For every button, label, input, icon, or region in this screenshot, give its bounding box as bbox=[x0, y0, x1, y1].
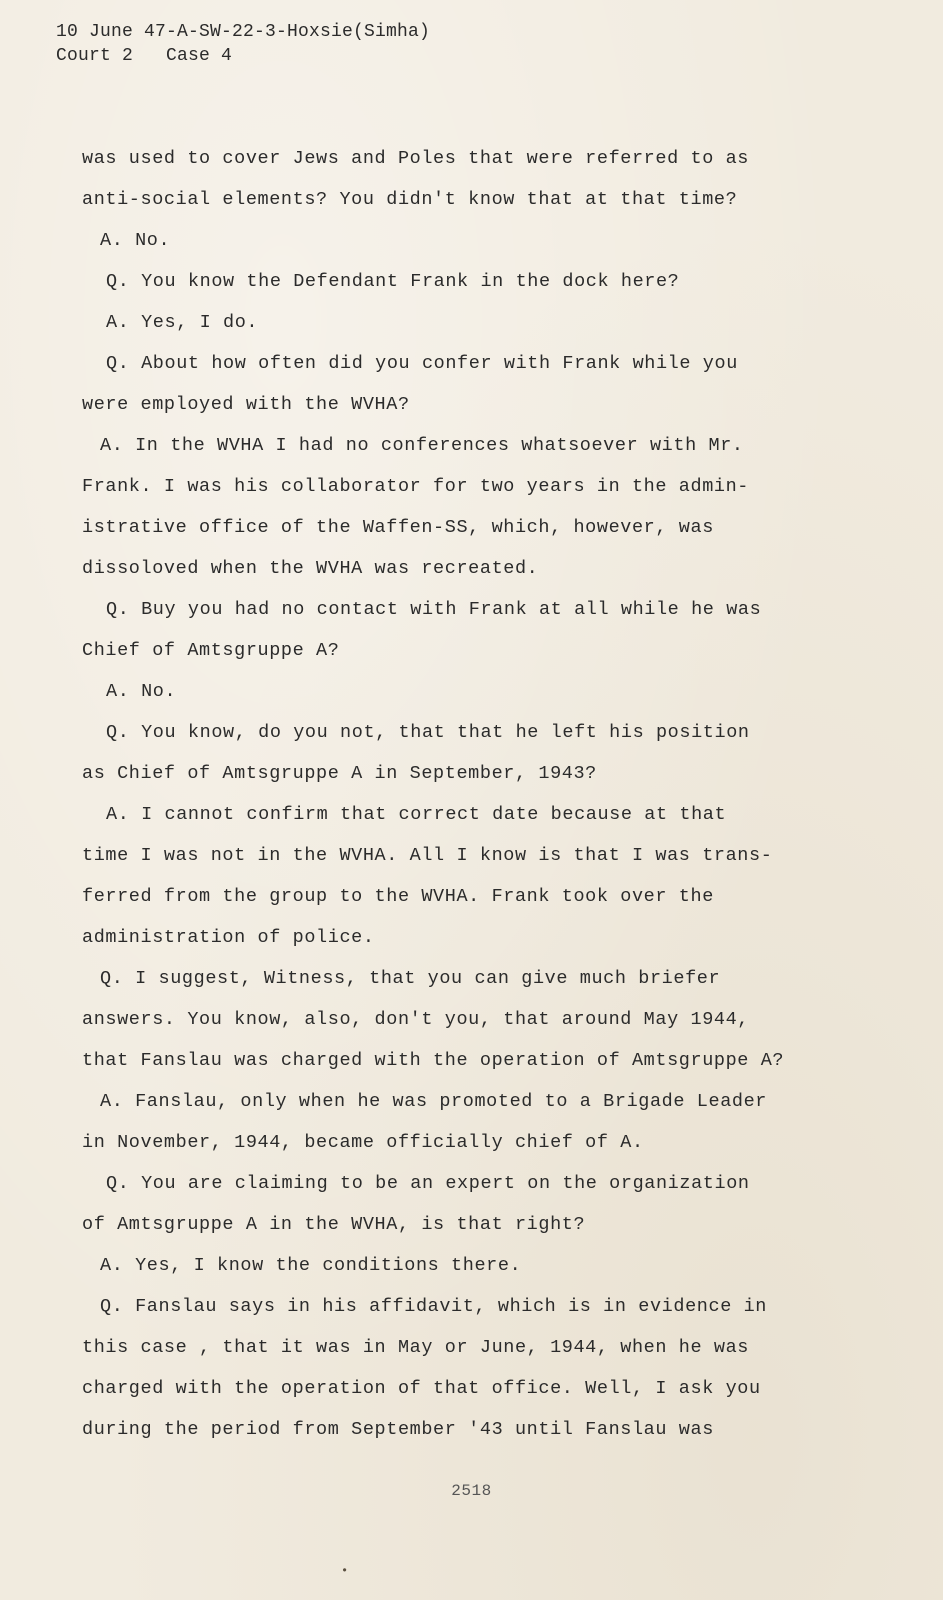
transcript-line: this case , that it was in May or June, 1944, when he was bbox=[82, 1337, 750, 1358]
transcript-question-line: Q. You know, do you not, that that he left his position bbox=[106, 722, 750, 743]
transcript-line: that Fanslau was charged with the operation of Amtsgruppe A? bbox=[82, 1050, 785, 1071]
transcript-line: administration of police. bbox=[82, 927, 375, 948]
transcript-line: dissoloved when the WVHA was recreated. bbox=[82, 558, 539, 579]
header-court-case: Court 2 Case 4 bbox=[56, 46, 233, 66]
transcript-answer-line: A. No. bbox=[100, 230, 171, 251]
transcript-answer-line: A. Yes, I know the conditions there. bbox=[100, 1255, 522, 1276]
transcript-line: during the period from September '43 until Fanslau was bbox=[82, 1419, 714, 1440]
transcript-answer-line: A. In the WVHA I had no conferences whatsoever with Mr. bbox=[100, 435, 744, 456]
transcript-question-line: Q. I suggest, Witness, that you can give much briefer bbox=[100, 968, 721, 989]
transcript-answer-line: A. Yes, I do. bbox=[106, 312, 259, 333]
transcript-line: Frank. I was his collaborator for two years in the admin- bbox=[82, 476, 750, 497]
transcript-line: were employed with the WVHA? bbox=[82, 394, 410, 415]
transcript-question-line: Q. You are claiming to be an expert on the organization bbox=[106, 1173, 750, 1194]
transcript-line: Chief of Amtsgruppe A? bbox=[82, 640, 340, 661]
transcript-line: charged with the operation of that office. Well, I ask you bbox=[82, 1378, 761, 1399]
transcript-line: of Amtsgruppe A in the WVHA, is that right? bbox=[82, 1214, 586, 1235]
transcript-line: in November, 1944, became officially chief of A. bbox=[82, 1132, 644, 1153]
transcript-answer-line: A. No. bbox=[106, 681, 177, 702]
header-date-reference: 10 June 47-A-SW-22-3-Hoxsie(Simha) bbox=[56, 22, 431, 42]
transcript-line: ferred from the group to the WVHA. Frank took over the bbox=[82, 886, 714, 907]
transcript-body bbox=[82, 138, 882, 1450]
transcript-question-line: Q. Buy you had no contact with Frank at all while he was bbox=[106, 599, 762, 620]
transcript-line: time I was not in the WVHA. All I know is that I was trans- bbox=[82, 845, 773, 866]
transcript-answer-line: A. Fanslau, only when he was promoted to a Brigade Leader bbox=[100, 1091, 768, 1112]
transcript-line: was used to cover Jews and Poles that were referred to as bbox=[82, 148, 750, 169]
transcript-line: answers. You know, also, don't you, that around May 1944, bbox=[82, 1009, 750, 1030]
transcript-question-line: Q. About how often did you confer with Frank while you bbox=[106, 353, 738, 374]
document-header bbox=[56, 20, 430, 68]
transcript-line: as Chief of Amtsgruppe A in September, 1943? bbox=[82, 763, 597, 784]
transcript-answer-line: A. I cannot confirm that correct date because at that bbox=[106, 804, 727, 825]
page-number: 2518 bbox=[451, 1482, 492, 1500]
transcript-line: istrative office of the Waffen-SS, which, however, was bbox=[82, 517, 714, 538]
ink-speck-icon: • bbox=[341, 1564, 349, 1578]
transcript-question-line: Q. You know the Defendant Frank in the dock here? bbox=[106, 271, 680, 292]
transcript-question-line: Q. Fanslau says in his affidavit, which is in evidence in bbox=[100, 1296, 768, 1317]
transcript-line: anti-social elements? You didn't know that at that time? bbox=[82, 189, 738, 210]
